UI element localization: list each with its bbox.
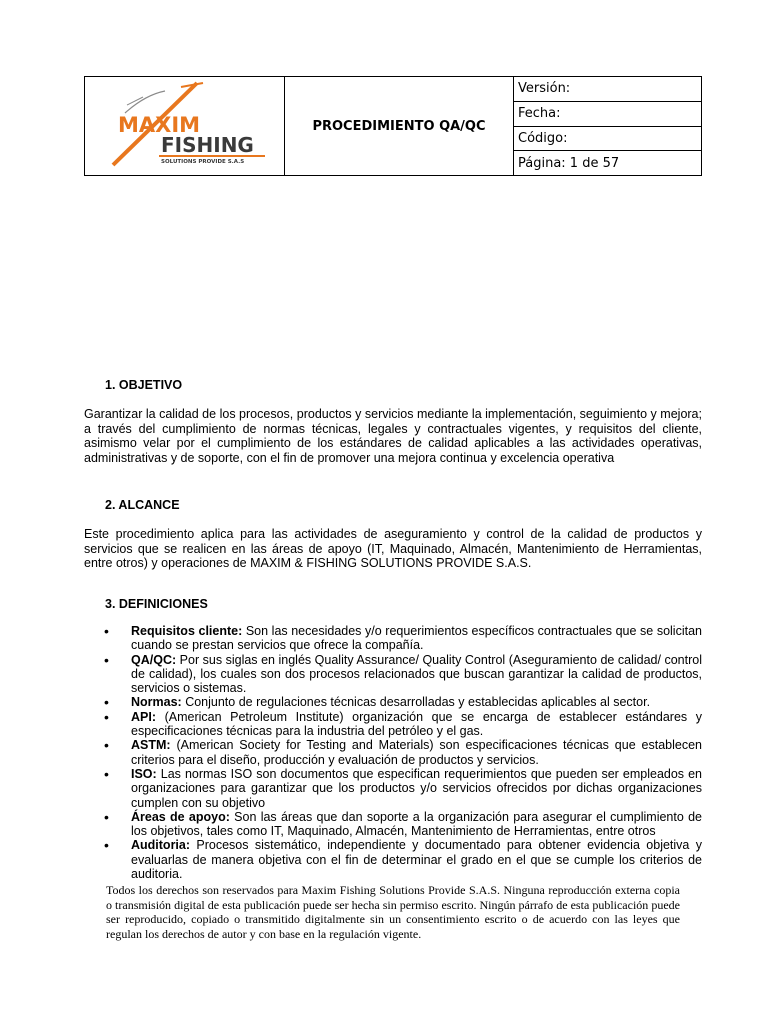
definition-text: Conjunto de regulaciones técnicas desarrolladas y establecidas aplicables al sector. xyxy=(181,695,651,710)
logo-tagline: SOLUTIONS PROVIDE S.A.S xyxy=(161,159,245,165)
list-item xyxy=(84,838,702,881)
definition-text: Son las necesidades y/o requerimientos específicos contractuales que se solicitan cuando se prestan servicios que ofrece la compañía. xyxy=(131,624,702,653)
document-meta xyxy=(514,77,701,175)
definition-text: (American Society for Testing and Materials) son especificaciones técnicas que establecen criterios para el diseño, producción y evaluación de productos y servicios. xyxy=(131,738,702,767)
version-field: Versión: xyxy=(514,77,701,102)
logo-line1: MAXIM xyxy=(118,113,201,137)
definition-term: Auditoria: xyxy=(131,838,191,853)
definition-text: Por sus siglas en inglés Quality Assurance/ Quality Control (Aseguramiento de calidad/ control de calidad), los cuales son dos procesos relacionados que buscan garantizar la calidad de productos, servicios o sistemas. xyxy=(131,652,702,696)
list-item xyxy=(84,810,702,839)
list-item xyxy=(84,767,702,810)
document-title: PROCEDIMIENTO QA/QC xyxy=(285,77,514,175)
definitions-list xyxy=(84,624,702,881)
definition-term: ISO: xyxy=(131,766,157,781)
document-header xyxy=(84,76,702,176)
logo-line2: FISHING xyxy=(161,133,254,157)
definition-text: Procesos sistemático, independiente y documentado para obtener evidencia objetiva y evaluarlas de manera objetiva con el fin de determinar el grado en el que se cumple los criterios de auditoria. xyxy=(131,838,702,882)
list-item xyxy=(84,695,702,709)
page-number-field: Página: 1 de 57 xyxy=(518,155,620,171)
list-item xyxy=(84,738,702,767)
list-item xyxy=(84,653,702,696)
definition-term: Requisitos cliente: xyxy=(131,624,243,638)
definition-term: QA/QC: xyxy=(131,652,177,667)
list-item xyxy=(84,710,702,739)
definition-term: Áreas de apoyo: xyxy=(131,809,230,824)
section-text-alcance: Este procedimiento aplica para las actividades de aseguramiento y control de la calidad de productos y servicios que se realicen en las áreas de apoyo (IT, Maquinado, Almacén, Mantenimiento de Herramientas, entre otros) y operaciones de MAXIM & FISHING SOLUTIONS PROVIDE S.A.S. xyxy=(84,527,702,571)
definition-text: (American Petroleum Institute) organización que se encarga de establecer estándares y especificaciones técnicas para la industria del petróleo y el gas. xyxy=(131,709,702,739)
definition-term: Normas: xyxy=(131,695,182,710)
definition-text: Las normas ISO son documentos que especifican requerimientos que pueden ser empleados en organizaciones para garantizar que los productos y/o servicios ofrecidos por dichas organizaciones cumplen con su objetivo xyxy=(131,766,702,810)
company-logo xyxy=(85,77,285,175)
code-field: Código: xyxy=(514,127,701,152)
list-item xyxy=(84,624,702,653)
definition-text: Son las áreas que dan soporte a la organización para asegurar el cumplimiento de los objetivos, tales como IT, Maquinado, Almacén, Mantenimiento de Herramientas, entre otros xyxy=(131,809,702,839)
definition-term: ASTM: xyxy=(131,738,171,753)
maxim-fishing-logo-icon xyxy=(85,77,285,175)
copyright-notice: Todos los derechos son reservados para Maxim Fishing Solutions Provide S.A.S. Ninguna reproducción externa copia o transmisión digital de esta publicación puede ser hecha sin permiso escrito. Ningún párrafo de esta publicación puede ser reproducido, copiado o transmitido digitalmente sin un consentimiento escrito o de acuerdo con las leyes que regulan los derechos de autor y con base en la regulación vigente. xyxy=(106,883,680,941)
section-title-alcance: 2. ALCANCE xyxy=(105,498,180,512)
section-title-definiciones: 3. DEFINICIONES xyxy=(105,597,208,611)
section-title-objetivo: 1. OBJETIVO xyxy=(105,378,183,392)
definition-term: API: xyxy=(131,709,156,724)
date-field: Fecha: xyxy=(514,102,701,127)
section-text-objetivo: Garantizar la calidad de los procesos, productos y servicios mediante la implementación, seguimiento y mejora; a través del cumplimiento de normas técnicas, legales y contractuales vigentes, y requisitos del cliente, asimismo velar por el cumplimiento de los estándares de calidad aplicables a las actividades operativas, administrativas y de soporte, con el fin de promover una mejora continua y excelencia operativa xyxy=(84,407,702,465)
